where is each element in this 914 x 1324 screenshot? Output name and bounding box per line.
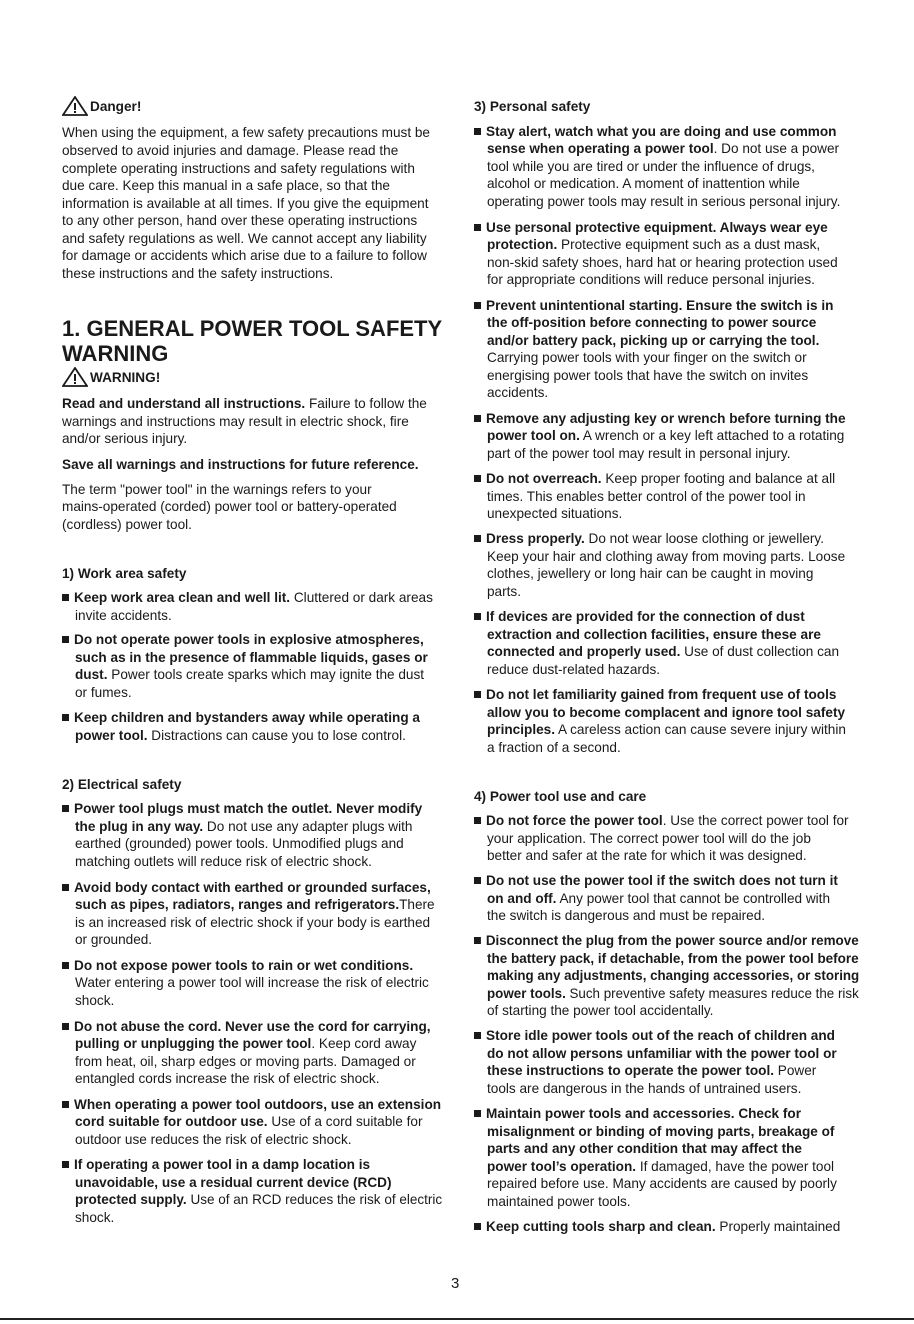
list-item-line: clothes, jewellery or long hair can be caught in moving — [487, 566, 814, 581]
list-item: Do not operate power tools in explosive atmospheres, — [62, 631, 424, 649]
list-item-line: shock. — [75, 1210, 115, 1225]
save-line: Save all warnings and instructions for future reference. — [62, 457, 419, 472]
list-item-line: the off-position before connecting to power source — [487, 315, 817, 330]
subsection-heading: 2) Electrical safety — [62, 777, 182, 792]
list-item-line: or grounded. — [75, 932, 153, 947]
list-item-line: maintained power tools. — [487, 1194, 631, 1209]
list-item-line: power tool’s operation. If damaged, have the power tool — [487, 1159, 835, 1174]
bullet-icon — [62, 1161, 69, 1168]
subsection-heading: 3) Personal safety — [474, 99, 591, 114]
warning-triangle-icon — [62, 96, 88, 116]
list-item-line: power tool. Distractions can cause you to lose control. — [75, 728, 406, 743]
list-item-line: such as in the presence of flammable liquids, gases or — [75, 650, 428, 665]
list-item: Keep work area clean and well lit. Cluttered or dark areas — [62, 589, 433, 607]
list-item-line: tools are dangerous in the hands of untrained users. — [487, 1081, 802, 1096]
list-item: Do not let familiarity gained from frequent use of tools — [474, 686, 836, 704]
list-item-line: principles. A careless action can cause severe injury within — [487, 722, 846, 737]
list-item-line: protected supply. Use of an RCD reduces the risk of electric — [75, 1192, 443, 1207]
warning-triangle-icon — [62, 367, 88, 387]
bullet-icon — [474, 535, 481, 542]
danger-line: information is available at all times. If you give the equipment — [62, 196, 429, 211]
list-item-line: reduce dust-related hazards. — [487, 662, 661, 677]
list-item-line: operating power tools may result in serious personal injury. — [487, 194, 841, 209]
list-item: Dress properly. Do not wear loose clothing or jewellery. — [474, 530, 824, 548]
list-item-line: misalignment or binding of moving parts, breakage of — [487, 1124, 835, 1139]
danger-line: When using the equipment, a few safety precautions must be — [62, 125, 430, 140]
danger-line: due care. Keep this manual in a safe place, so that the — [62, 178, 390, 193]
bullet-icon — [474, 877, 481, 884]
page-number: 3 — [451, 1275, 460, 1292]
list-item: Do not use the power tool if the switch does not turn it — [474, 872, 838, 890]
list-item-line: better and safer at the rate for which it was designed. — [487, 848, 807, 863]
bullet-icon — [474, 817, 481, 824]
list-item-line: making any adjustments, changing accessories, or storing — [487, 968, 860, 983]
bullet-icon — [474, 128, 481, 135]
list-item-line: tool while you are tired or under the influence of drugs, — [487, 159, 815, 174]
bullet-icon — [62, 962, 69, 969]
list-item-line: the plug in any way. Do not use any adapter plugs with — [75, 819, 413, 834]
list-item-line: unexpected situations. — [487, 506, 623, 521]
bullet-icon — [62, 636, 69, 643]
list-item-line: protection. Protective equipment such as a dust mask, — [487, 237, 821, 252]
list-item-line: Water entering a power tool will increase the risk of electric — [75, 975, 429, 990]
section-title: 1. GENERAL POWER TOOL SAFETY — [62, 316, 443, 341]
bullet-icon — [474, 937, 481, 944]
list-item: Prevent unintentional starting. Ensure the switch is in — [474, 297, 833, 315]
list-item-line: from heat, oil, sharp edges or moving parts. Damaged or — [75, 1054, 416, 1069]
bullet-icon — [474, 302, 481, 309]
bullet-icon — [62, 1101, 69, 1108]
term-line: (cordless) power tool. — [62, 517, 192, 532]
list-item: Do not force the power tool. Use the correct power tool for — [474, 812, 849, 830]
list-item-line: connected and properly used. Use of dust collection can — [487, 644, 840, 659]
list-item-line: unavoidable, use a residual current device (RCD) — [75, 1175, 392, 1190]
list-item-line: invite accidents. — [75, 608, 172, 623]
list-item-line: power tool on. A wrench or a key left attached to a rotating — [487, 428, 845, 443]
list-item-line: energising power tools that have the switch on invites — [487, 368, 809, 383]
danger-heading — [62, 96, 141, 116]
warning-heading — [62, 367, 160, 387]
list-item: If devices are provided for the connection of dust — [474, 608, 805, 626]
danger-line: to any other person, hand over these operating instructions — [62, 213, 418, 228]
list-item: Remove any adjusting key or wrench before turning the — [474, 410, 846, 428]
list-item: Store idle power tools out of the reach of children and — [474, 1027, 835, 1045]
list-item-line: parts and any other condition that may affect the — [487, 1141, 802, 1156]
list-item-line: times. This enables better control of the power tool in — [487, 489, 806, 504]
list-item-line: these instructions to operate the power tool. Power — [487, 1063, 817, 1078]
list-item-line: pulling or unplugging the power tool. Keep cord away — [75, 1036, 417, 1051]
list-item-line: do not allow persons unfamiliar with the power tool or — [487, 1046, 837, 1061]
list-item-line: dust. Power tools create sparks which may ignite the dust — [75, 667, 425, 682]
danger-label: Danger! — [90, 98, 142, 114]
subsection-heading: 4) Power tool use and care — [474, 789, 647, 804]
danger-line: and safety regulations as well. We cannot accept any liability — [62, 231, 427, 246]
read-line: warnings and instructions may result in electric shock, fire — [62, 414, 409, 429]
bullet-icon — [62, 805, 69, 812]
list-item-line: of starting the power tool accidentally. — [487, 1003, 714, 1018]
bullet-icon — [474, 691, 481, 698]
list-item-line: repaired before use. Many accidents are caused by poorly — [487, 1176, 837, 1191]
list-item-line: or fumes. — [75, 685, 132, 700]
bullet-icon — [474, 224, 481, 231]
bullet-icon — [474, 415, 481, 422]
list-item-line: entangled cords increase the risk of electric shock. — [75, 1071, 380, 1086]
list-item-line: the switch is dangerous and must be repaired. — [487, 908, 766, 923]
list-item-line: parts. — [487, 584, 521, 599]
list-item: Avoid body contact with earthed or grounded surfaces, — [62, 879, 431, 897]
list-item-line: matching outlets will reduce risk of electric shock. — [75, 854, 372, 869]
list-item-line: power tools. Such preventive safety measures reduce the risk — [487, 986, 859, 1001]
list-item-line: allow you to become complacent and ignore tool safety — [487, 705, 846, 720]
list-item-line: your application. The correct power tool will do the job — [487, 831, 811, 846]
bullet-icon — [474, 1032, 481, 1039]
list-item-line: part of the power tool may result in personal injury. — [487, 446, 791, 461]
bullet-icon — [474, 613, 481, 620]
bullet-icon — [474, 1110, 481, 1117]
list-item-line: a fraction of a second. — [487, 740, 621, 755]
list-item-line: alcohol or medication. A moment of inattention while — [487, 176, 800, 191]
list-item-line: sense when operating a power tool. Do not use a power — [487, 141, 840, 156]
list-item: If operating a power tool in a damp location is — [62, 1156, 370, 1174]
list-item-line: non-skid safety shoes, hard hat or hearing protection used — [487, 255, 838, 270]
read-line: and/or serious injury. — [62, 431, 188, 446]
list-item: Stay alert, watch what you are doing and use common — [474, 123, 837, 141]
list-item-line: Carrying power tools with your finger on the switch or — [487, 350, 807, 365]
list-item-line: such as pipes, radiators, ranges and refrigerators.There — [75, 897, 435, 912]
list-item: Do not expose power tools to rain or wet conditions. — [62, 957, 413, 975]
warning-label: WARNING! — [90, 369, 161, 385]
list-item: Use personal protective equipment. Always wear eye — [474, 219, 828, 237]
subsection-heading: 1) Work area safety — [62, 566, 187, 581]
bullet-icon — [474, 1223, 481, 1230]
term-line: mains-operated (corded) power tool or battery-operated — [62, 499, 397, 514]
bullet-icon — [62, 1023, 69, 1030]
list-item-line: shock. — [75, 993, 115, 1008]
bullet-icon — [62, 594, 69, 601]
term-line: The term "power tool" in the warnings refers to your — [62, 482, 372, 497]
list-item-line: on and off. Any power tool that cannot be controlled with — [487, 891, 831, 906]
list-item: Keep children and bystanders away while operating a — [62, 709, 420, 727]
list-item-line: and/or battery pack, picking up or carrying the tool. — [487, 333, 820, 348]
read-line: Read and understand all instructions. Failure to follow the — [62, 396, 427, 411]
bullet-icon — [62, 884, 69, 891]
list-item: Do not abuse the cord. Never use the cord for carrying, — [62, 1018, 431, 1036]
list-item: Keep cutting tools sharp and clean. Properly maintained — [474, 1218, 840, 1236]
bottom-rule — [0, 1318, 914, 1320]
list-item: Do not overreach. Keep proper footing and balance at all — [474, 470, 835, 488]
list-item: When operating a power tool outdoors, use an extension — [62, 1096, 441, 1114]
list-item-line: outdoor use reduces the risk of electric shock. — [75, 1132, 352, 1147]
list-item-line: for appropriate conditions will reduce personal injuries. — [487, 272, 815, 287]
list-item: Maintain power tools and accessories. Check for — [474, 1105, 801, 1123]
section-title: WARNING — [62, 341, 169, 366]
list-item-line: Keep your hair and clothing away from moving parts. Loose — [487, 549, 846, 564]
list-item-line: accidents. — [487, 385, 549, 400]
list-item-line: cord suitable for outdoor use. Use of a cord suitable for — [75, 1114, 423, 1129]
list-item-line: extraction and collection facilities, ensure these are — [487, 627, 821, 642]
danger-line: observed to avoid injuries and damage. Please read the — [62, 143, 399, 158]
list-item-line: earthed (grounded) power tools. Unmodified plugs and — [75, 836, 404, 851]
list-item: Disconnect the plug from the power source and/or remove — [474, 932, 859, 950]
danger-line: for damage or accidents which arise due to a failure to follow — [62, 248, 427, 263]
danger-line: these instructions and the safety instructions. — [62, 266, 334, 281]
danger-line: complete operating instructions and safety regulations with — [62, 161, 415, 176]
bullet-icon — [474, 475, 481, 482]
list-item-line: is an increased risk of electric shock if your body is earthed — [75, 915, 431, 930]
list-item-line: the battery pack, if detachable, from the power tool before — [487, 951, 859, 966]
list-item: Power tool plugs must match the outlet. Never modify — [62, 800, 422, 818]
bullet-icon — [62, 714, 69, 721]
